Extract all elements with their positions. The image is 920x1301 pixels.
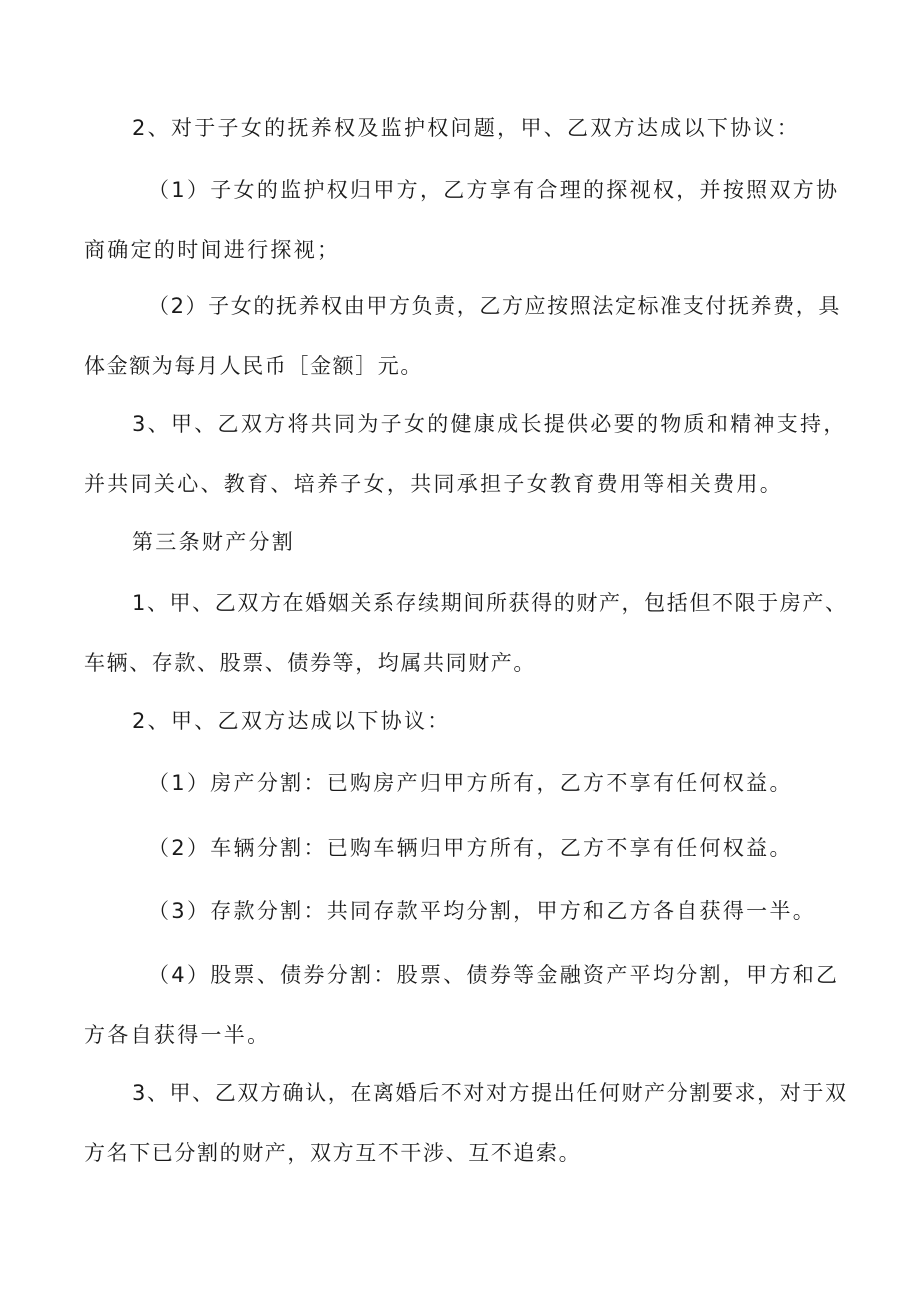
list-item-vehicle: （2）车辆分割：已购车辆归甲方所有，乙方不享有任何权益。 (148, 836, 793, 860)
paragraph-custody-guardianship: （1）子女的监护权归甲方，乙方享有合理的探视权，并按照双方协商确定的时间进行探视； (84, 178, 840, 262)
section-heading-property: 第三条财产分割 (132, 530, 296, 554)
paragraph-custody-intro: 2、对于子女的抚养权及监护权问题，甲、乙双方达成以下协议： (132, 116, 801, 140)
list-item-deposit: （3）存款分割：共同存款平均分割，甲方和乙方各自获得一半。 (148, 899, 817, 923)
paragraph-custody-support: （2）子女的抚养权由甲方负责，乙方应按照法定标准支付抚养费，具体金额为每月人民币［金额］元。 (84, 294, 841, 378)
paragraph-property-common: 1、甲、乙双方在婚姻关系存续期间所获得的财产，包括但不限于房产、车辆、存款、股票、债券等，均属共同财产。 (84, 591, 848, 675)
paragraph-property-agreement: 2、甲、乙双方达成以下协议： (132, 709, 451, 733)
paragraph-joint-support: 3、甲、乙双方将共同为子女的健康成长提供必要的物质和精神支持，并共同关心、教育、培养子女，共同承担子女教育费用等相关费用。 (84, 412, 847, 496)
paragraph-property-confirmation: 3、甲、乙双方确认，在离婚后不对对方提出任何财产分割要求，对于双方名下已分割的财产，双方互不干涉、互不追索。 (84, 1081, 848, 1165)
list-item-house: （1）房产分割：已购房产归甲方所有，乙方不享有任何权益。 (148, 771, 793, 795)
list-item-securities: （4）股票、债券分割：股票、债券等金融资产平均分割，甲方和乙方各自获得一半。 (84, 963, 840, 1047)
